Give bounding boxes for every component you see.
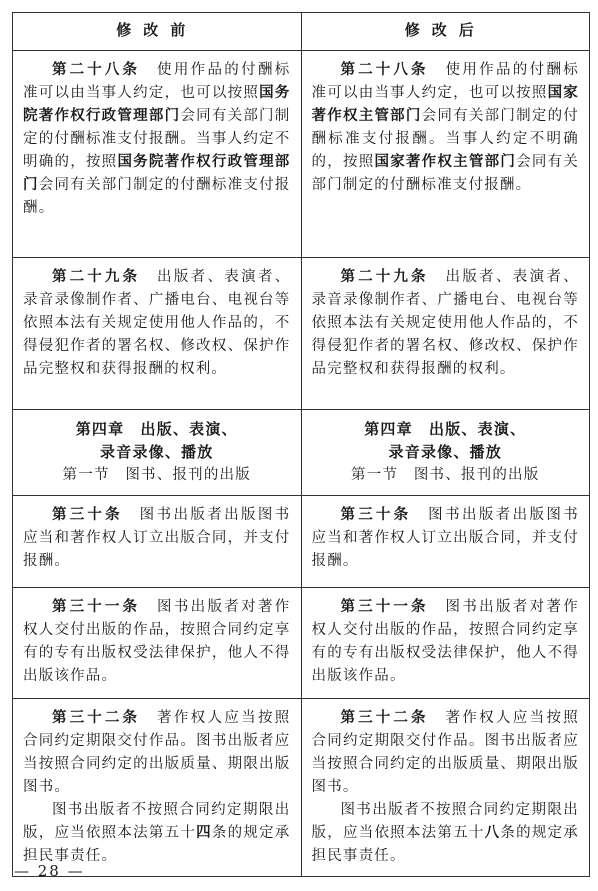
emphasized-text: 八 <box>484 825 501 841</box>
table-header-row <box>13 13 590 51</box>
article-text: 使用作品的付酬标准可以由当事人约定，也可以按照 <box>311 62 579 101</box>
article-text: 会同有关部门制定的付酬标准支付报酬。 <box>311 154 579 193</box>
article-text: 图书出版者不按照合同约定期限出版，应当依照本法第五十 <box>311 802 579 841</box>
section-title: 第一节 图书、报刊的出版 <box>351 467 540 483</box>
cell-after-chapter-4 <box>301 410 590 496</box>
section-title: 第一节 图书、报刊的出版 <box>62 467 251 483</box>
article-text: 图书出版者对著作权人交付出版的作品，按照合同约定享有的专有出版权受法律保护，他人不得出版该作品。 <box>311 599 579 684</box>
chapter-title-line-2: 录音录像、播放 <box>388 443 502 461</box>
cell-before-article-30 <box>13 496 302 588</box>
article-number: 第三十一条 <box>340 599 429 615</box>
table-row-chapter-4 <box>13 410 590 496</box>
chapter-title-line-1: 第四章 出版、表演、 <box>75 420 238 438</box>
article-text: 图书出版者不按照合同约定期限出版，应当依照本法第五十 <box>23 802 291 841</box>
cell-after-article-32 <box>301 699 590 877</box>
cell-before-chapter-4 <box>13 410 302 496</box>
table-row-article-31 <box>13 588 590 699</box>
comparison-table <box>12 12 590 877</box>
article-text: 会同有关部门制定的付酬标准支付报酬。 <box>23 177 291 216</box>
article-text: 图书出版者对著作权人交付出版的作品，按照合同约定享有的专有出版权受法律保护，他人不得出版该作品。 <box>23 599 291 684</box>
article-text: 会同有关部门制定的付酬标准支付报酬。当事人约定不明确的，按照 <box>23 108 291 170</box>
article-text: 出版者、表演者、录音录像制作者、广播电台、电视台等依照本法有关规定使用他人作品的，不得侵犯作者的署名权、修改权、保护作品完整权和获得报酬的权利。 <box>311 269 579 377</box>
article-text: 使用作品的付酬标准可以由当事人约定，也可以按照 <box>23 62 291 101</box>
emphasized-text: 国家著作权主管部门 <box>311 85 579 124</box>
cell-before-article-28 <box>13 51 302 258</box>
article-text: 条的规定承担民事责任。 <box>23 825 291 864</box>
article-number: 第三十一条 <box>52 599 141 615</box>
table-row-article-28 <box>13 51 590 258</box>
cell-before-article-32 <box>13 699 302 877</box>
article-number: 第三十二条 <box>52 710 141 726</box>
comparison-page <box>12 12 590 877</box>
chapter-title-line-1: 第四章 出版、表演、 <box>364 420 527 438</box>
cell-before-article-31 <box>13 588 302 699</box>
article-text: 著作权人应当按照合同约定期限交付作品。图书出版者应当按照合同约定的出版质量、期限出版图书。 <box>23 710 291 795</box>
cell-before-article-29 <box>13 258 302 410</box>
article-number: 第三十条 <box>340 507 412 523</box>
table-row-article-29 <box>13 258 590 410</box>
emphasized-text: 国家著作权主管部门 <box>374 154 517 170</box>
cell-after-article-31 <box>301 588 590 699</box>
chapter-title-line-2: 录音录像、播放 <box>100 443 214 461</box>
article-number: 第二十八条 <box>52 62 141 78</box>
emphasized-text: 国务院著作权行政管理部门 <box>23 85 291 124</box>
article-text: 图书出版者出版图书应当和著作权人订立出版合同，并支付报酬。 <box>311 507 580 569</box>
page-number: — 28 — <box>14 862 85 880</box>
cell-after-article-30 <box>301 496 590 588</box>
table-row-article-32 <box>13 699 590 877</box>
emphasized-text: 国务院著作权行政管理部门 <box>23 154 291 193</box>
article-text: 出版者、表演者、录音录像制作者、广播电台、电视台等依照本法有关规定使用他人作品的，不得侵犯作者的署名权、修改权、保护作品完整权和获得报酬的权利。 <box>23 269 291 377</box>
header-before: 修改前 <box>13 13 302 51</box>
header-after: 修改后 <box>301 13 590 51</box>
cell-after-article-28 <box>301 51 590 258</box>
article-number: 第二十九条 <box>340 269 429 285</box>
article-number: 第三十条 <box>52 507 123 523</box>
article-text: 会同有关部门制定的付酬标准支付报酬。当事人约定不明确的，按照 <box>311 108 580 170</box>
table-row-article-30 <box>13 496 590 588</box>
article-number: 第二十九条 <box>52 269 141 285</box>
article-text: 图书出版者出版图书应当和著作权人订立出版合同，并支付报酬。 <box>23 507 291 569</box>
article-text: 著作权人应当按照合同约定期限交付作品。图书出版者应当按照合同约定的出版质量、期限出版图书。 <box>311 710 579 795</box>
article-number: 第二十八条 <box>340 62 429 78</box>
cell-after-article-29 <box>301 258 590 410</box>
article-text: 条的规定承担民事责任。 <box>311 825 580 864</box>
article-number: 第三十二条 <box>340 710 429 726</box>
emphasized-text: 四 <box>196 825 212 841</box>
